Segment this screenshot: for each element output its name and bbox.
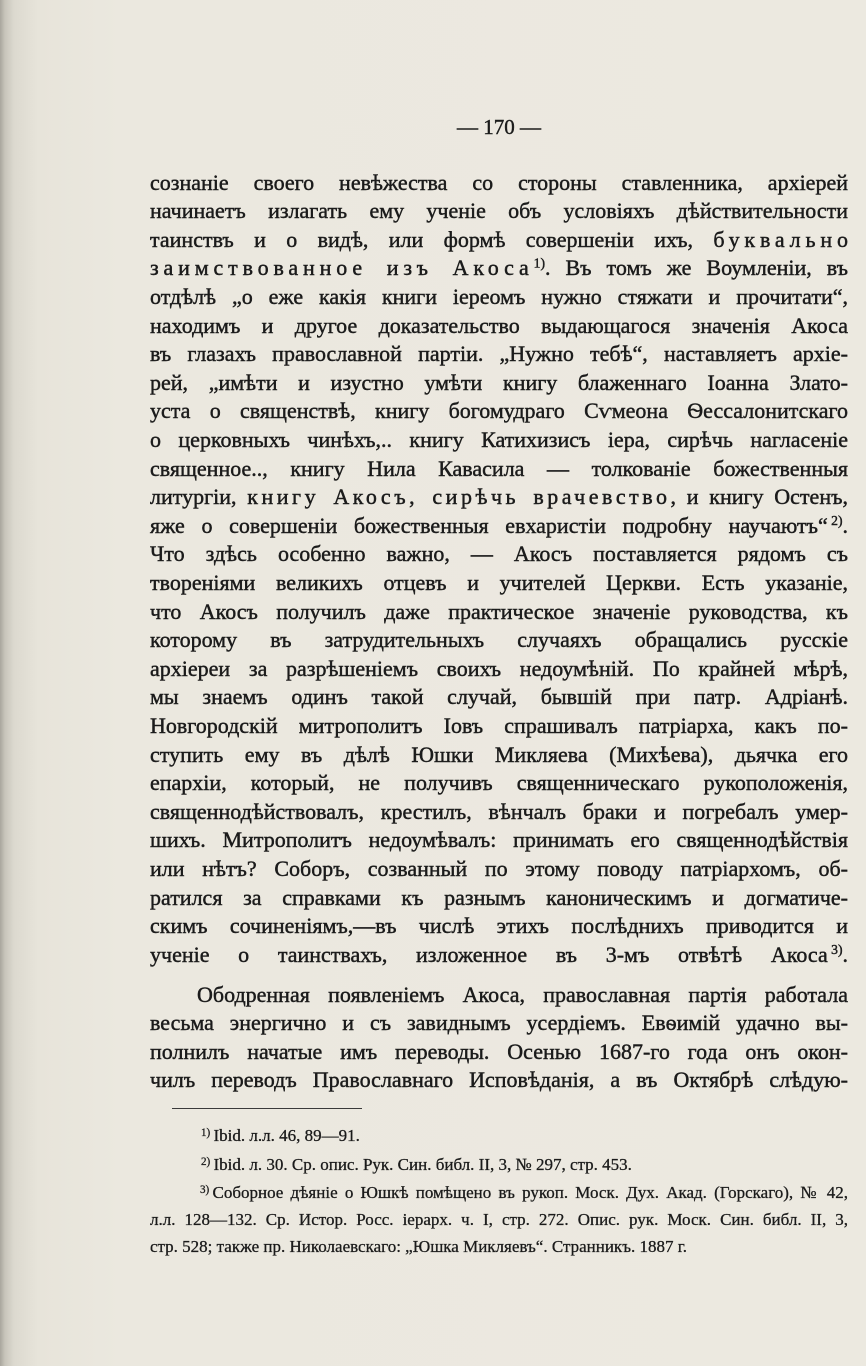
footnote-line: [150, 1206, 848, 1233]
text-line: [150, 1066, 848, 1095]
text-line: [150, 369, 848, 398]
text-line: [150, 884, 848, 913]
footnote-ref: 2): [831, 513, 843, 529]
main-text: [150, 169, 853, 1095]
footnote-marker: 1): [201, 1127, 211, 1140]
footnote-text: Соборное дѣяніе о Юшкѣ помѣщено въ рукоп. Моск. Дух. Акад. (Горскаго), № 42,: [212, 1183, 848, 1202]
line-text: или нѣтъ? Соборъ, созванный по этому поводу патріархомъ, об-: [150, 855, 848, 881]
text-line: [150, 598, 848, 627]
line-text: уста о священствѣ, книгу богомудраго Сѵмеона Ѳессалонитскаго: [150, 398, 848, 424]
text-line: [150, 1038, 848, 1067]
line-text: начинаетъ излагать ему ученіе объ условіяхъ дѣйствительности: [150, 198, 848, 224]
line-text: . Въ томъ же Воумленіи, въ: [545, 255, 849, 281]
text-line: [150, 769, 848, 798]
line-text: епархіи, который, не получивъ священническаго рукоположенія,: [150, 770, 848, 796]
text-line: [150, 941, 848, 970]
text-line: [150, 397, 848, 426]
text-line: [150, 540, 848, 569]
text-line: [150, 283, 848, 312]
text-line: [150, 455, 848, 484]
line-text: литургіи,: [150, 484, 248, 510]
text-line: [150, 712, 848, 741]
text-line: [150, 855, 848, 884]
spaced-emphasis: буквально: [713, 226, 853, 252]
line-text: что Акосъ получилъ даже практическое значеніе руководства, къ: [150, 598, 848, 624]
line-text: сознаніе своего невѣжества со стороны ставленника, архіерей: [150, 169, 848, 195]
line-text: полнилъ начатые имъ переводы. Осенью 1687-го года онъ окон-: [150, 1038, 848, 1064]
line-text: ступить ему въ дѣлѣ Юшки Микляева (Михѣева), дьячка его: [150, 741, 848, 767]
footnote-line: [150, 1179, 848, 1206]
text-line: [150, 512, 848, 541]
paragraph-2: [150, 981, 848, 1095]
footnote-3: [150, 1179, 848, 1260]
spaced-emphasis: заимствованное изъ Акоса: [150, 255, 534, 281]
line-text: Новгородскій митрополитъ Іовъ спрашивалъ патріарха, какъ по-: [150, 712, 848, 738]
paragraph-1: [150, 169, 853, 970]
text-line: [150, 254, 848, 283]
line-text: ученіе о таинствахъ, изложенное въ 3-мъ отвѣтѣ Акоса: [150, 941, 828, 967]
footnote-text: Ibid. л.л. 46, 89—91.: [213, 1126, 360, 1145]
line-text: архіереи за разрѣшеніемъ своихъ недоумѣній. По крайней мѣрѣ,: [150, 655, 848, 681]
line-text: священное.., книгу Нила Кавасила — толкованіе божественныя: [150, 455, 848, 481]
text-line: [150, 741, 848, 770]
line-text: ратился за справками къ разнымъ каноническимъ и догматиче-: [150, 884, 848, 910]
page-number: — 170 —: [457, 115, 541, 139]
line-text: скимъ сочиненіямъ,—въ числѣ этихъ послѣднихъ приводится и: [150, 913, 848, 939]
text-line: [150, 912, 848, 941]
line-text: о церковныхъ чинѣхъ,.. книгу Катихизисъ іера, сирѣчь нагласеніе: [150, 427, 848, 453]
footnote-ref: 3): [831, 942, 843, 958]
text-line: [150, 798, 848, 827]
line-text: находимъ и другое доказательство выдающагося значенія Акоса: [150, 312, 848, 338]
footnote-text: л.л. 128—132. Ср. Истор. Росс. іерарх. ч. I, стр. 272. Опис. рук. Моск. Син. библ. II, 3,: [150, 1210, 848, 1229]
line-text: Что здѣсь особенно важно, — Акосъ поставляется рядомъ съ: [150, 541, 848, 567]
text-line: [150, 655, 848, 684]
text-line: [150, 626, 848, 655]
line-text: яже о совершеніи божественныя евхаристіи подробну научаютъ“: [150, 512, 828, 538]
footnote-2: [150, 1151, 848, 1178]
text-line: [150, 683, 848, 712]
line-text: , и книгу Остенъ,: [670, 484, 848, 510]
line-text: рей, „имѣти и изустно умѣти книгу блаженнаго Іоанна Злато-: [150, 369, 848, 395]
text-line: [150, 1009, 848, 1038]
line-text: твореніями великихъ отцевъ и учителей Церкви. Есть указаніе,: [150, 570, 848, 595]
text-line: [150, 826, 848, 855]
footnote-1: [150, 1122, 848, 1149]
text-line: [150, 981, 848, 1010]
line-text: мы знаемъ одинъ такой случай, бывшій при патр. Адріанѣ.: [150, 684, 848, 710]
line-text: Ободренная появленіемъ Акоса, православная партія работала: [197, 981, 848, 1007]
line-text: .: [842, 512, 848, 538]
footnote-ref: 1): [533, 255, 545, 271]
line-text: отдѣлѣ „о еже какія книги іереомъ нужно стяжати и прочитати“,: [150, 284, 848, 310]
footnote-marker: 3): [200, 1184, 210, 1197]
footnote-text: Ibid. л. 30. Ср. опис. Рук. Син. библ. II, 3, № 297, стр. 453.: [213, 1155, 632, 1174]
spaced-emphasis: книгу Акосъ, сирѣчь врачевство: [247, 484, 671, 510]
line-text: которому въ затрудительныхъ случаяхъ обращались русскіе: [150, 627, 848, 653]
line-text: весьма энергично и съ завиднымъ усердіемъ. Евѳимій удачно вы-: [150, 1010, 848, 1036]
text-line: [150, 169, 848, 198]
line-text: священнодѣйствовалъ, крестилъ, вѣнчалъ браки и погребалъ умер-: [150, 798, 848, 824]
text-line: [150, 197, 848, 226]
text-line: [150, 426, 848, 455]
text-line: [150, 226, 853, 255]
footnote-separator: [172, 1108, 362, 1109]
text-line: [150, 340, 848, 369]
line-text: чилъ переводъ Православнаго Исповѣданія, а въ Октябрѣ слѣдую-: [150, 1067, 848, 1093]
text-line: [150, 569, 848, 598]
footnote-text: стр. 528; также пр. Николаевскаго: „Юшка Микляевъ“. Странникъ. 1887 г.: [150, 1237, 688, 1256]
text-line: [150, 483, 848, 512]
line-text: .: [842, 941, 848, 967]
line-text: шихъ. Митрополитъ недоумѣвалъ: принимать его священнодѣйствія: [150, 827, 848, 853]
text-line: [150, 312, 848, 341]
line-text: въ глазахъ православной партіи. „Нужно тебѣ“, наставляетъ архіе-: [150, 341, 848, 367]
footnote-line: [150, 1233, 848, 1260]
line-text: таинствъ и о видѣ, или формѣ совершеніи ихъ,: [150, 226, 714, 252]
footnote-marker: 2): [201, 1156, 211, 1169]
